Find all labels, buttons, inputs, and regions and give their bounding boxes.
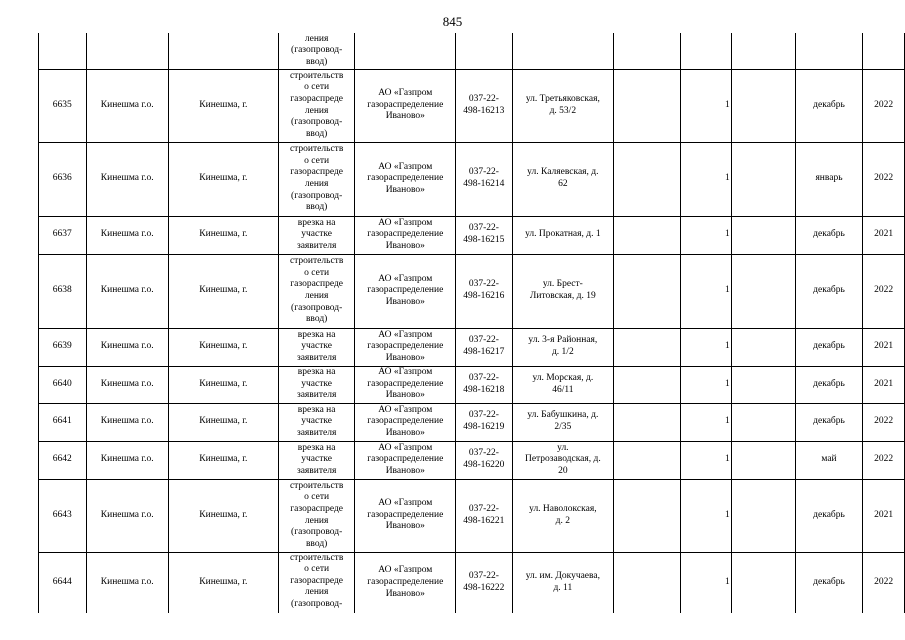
cell-address: ул. Брест- Литовская, д. 19 — [512, 254, 613, 328]
cell-empty — [614, 142, 681, 216]
cell-month: декабрь — [795, 479, 862, 552]
cell-code: 037-22- 498-16218 — [456, 366, 513, 403]
cell-address: ул. им. Докучаева, д. 11 — [512, 552, 613, 613]
cell-code: 037-22- 498-16220 — [456, 441, 513, 479]
cell-district: Кинешма г.о. — [86, 254, 168, 328]
cell-empty — [614, 328, 681, 366]
table-row-continued — [39, 33, 905, 69]
cell-code: 037-22- 498-16216 — [456, 254, 513, 328]
cell-number: 6643 — [39, 479, 87, 552]
cell-purpose: строительств о сети газораспреде ления (газопровод- ввод) — [278, 479, 355, 552]
cell-organization: АО «Газпром газораспределение Иваново» — [355, 441, 456, 479]
cell-number: 6638 — [39, 254, 87, 328]
cell-locality: Кинешма, г. — [168, 552, 278, 613]
cell-quantity: 1 — [681, 254, 732, 328]
cell-purpose: врезка на участке заявителя — [278, 216, 355, 254]
cell-address: ул. Каляевская, д. 62 — [512, 142, 613, 216]
cell-number: 6640 — [39, 366, 87, 403]
cell-empty — [731, 254, 795, 328]
cell-locality: Кинешма, г. — [168, 479, 278, 552]
cell-purpose: строительств о сети газораспреде ления (газопровод- ввод) — [278, 142, 355, 216]
table-row — [39, 69, 905, 142]
cell-month: декабрь — [795, 328, 862, 366]
cell-organization: АО «Газпром газораспределение Иваново» — [355, 479, 456, 552]
cell-district: Кинешма г.о. — [86, 328, 168, 366]
cell-year: 2022 — [863, 69, 905, 142]
cell-organization: АО «Газпром газораспределение Иваново» — [355, 69, 456, 142]
cell-year: 2021 — [863, 479, 905, 552]
cell-organization: АО «Газпром газораспределение Иваново» — [355, 403, 456, 441]
cell-district: Кинешма г.о. — [86, 552, 168, 613]
cell-code: 037-22- 498-16213 — [456, 69, 513, 142]
table-row — [39, 328, 905, 366]
page-number: 845 — [442, 14, 463, 29]
cell-address: ул. Морская, д. 46/11 — [512, 366, 613, 403]
table-row — [39, 142, 905, 216]
cell-month: декабрь — [795, 552, 862, 613]
cell-quantity: 1 — [681, 328, 732, 366]
cell-year: 2021 — [863, 366, 905, 403]
cell-number: 6644 — [39, 552, 87, 613]
cell-year: 2022 — [863, 254, 905, 328]
cell-month: январь — [795, 142, 862, 216]
cell-empty — [614, 403, 681, 441]
table-row — [39, 552, 905, 613]
cell-empty — [731, 403, 795, 441]
cell-empty — [731, 552, 795, 613]
cell-locality: Кинешма, г. — [168, 328, 278, 366]
cell-purpose: ления (газопровод- ввод) — [278, 33, 355, 69]
cell-locality: Кинешма, г. — [168, 403, 278, 441]
cell-purpose: строительств о сети газораспреде ления (газопровод- ввод) — [278, 254, 355, 328]
cell-organization: АО «Газпром газораспределение Иваново» — [355, 366, 456, 403]
cell-month: декабрь — [795, 216, 862, 254]
cell-year: 2022 — [863, 142, 905, 216]
table-row — [39, 441, 905, 479]
cell-year: 2021 — [863, 216, 905, 254]
cell-year: 2022 — [863, 441, 905, 479]
cell-year: 2022 — [863, 552, 905, 613]
cell-address: ул. Петрозаводская, д. 20 — [512, 441, 613, 479]
cell-purpose: строительств о сети газораспреде ления (газопровод- ввод) — [278, 69, 355, 142]
table-row — [39, 254, 905, 328]
cell-year: 2022 — [863, 403, 905, 441]
cell-organization: АО «Газпром газораспределение Иваново» — [355, 142, 456, 216]
cell-number: 6639 — [39, 328, 87, 366]
cell-empty — [731, 69, 795, 142]
cell-code: 037-22- 498-16219 — [456, 403, 513, 441]
cell-organization: АО «Газпром газораспределение Иваново» — [355, 552, 456, 613]
cell-code: 037-22- 498-16221 — [456, 479, 513, 552]
cell-year: 2021 — [863, 328, 905, 366]
cell-month: декабрь — [795, 403, 862, 441]
table-row — [39, 479, 905, 552]
cell-empty — [614, 479, 681, 552]
cell-purpose: врезка на участке заявителя — [278, 366, 355, 403]
cell-locality: Кинешма, г. — [168, 254, 278, 328]
cell-month: декабрь — [795, 254, 862, 328]
cell-code: 037-22- 498-16214 — [456, 142, 513, 216]
cell-address: ул. Наволокская, д. 2 — [512, 479, 613, 552]
cell-empty — [731, 216, 795, 254]
cell-quantity: 1 — [681, 142, 732, 216]
cell-empty — [731, 142, 795, 216]
cell-locality: Кинешма, г. — [168, 441, 278, 479]
cell-number: 6636 — [39, 142, 87, 216]
cell-quantity: 1 — [681, 441, 732, 479]
cell-quantity: 1 — [681, 479, 732, 552]
cell-purpose: строительств о сети газораспреде ления (газопровод- — [278, 552, 355, 613]
cell-number: 6637 — [39, 216, 87, 254]
cell-purpose: врезка на участке заявителя — [278, 403, 355, 441]
cell-locality: Кинешма, г. — [168, 69, 278, 142]
cell-empty — [731, 366, 795, 403]
cell-empty — [731, 441, 795, 479]
cell-quantity: 1 — [681, 216, 732, 254]
cell-quantity: 1 — [681, 552, 732, 613]
cell-empty — [614, 366, 681, 403]
cell-empty — [614, 254, 681, 328]
table-row — [39, 403, 905, 441]
cell-purpose: врезка на участке заявителя — [278, 328, 355, 366]
cell-district: Кинешма г.о. — [86, 366, 168, 403]
cell-month: декабрь — [795, 366, 862, 403]
cell-empty — [614, 69, 681, 142]
cell-empty — [614, 441, 681, 479]
cell-code: 037-22- 498-16217 — [456, 328, 513, 366]
cell-district: Кинешма г.о. — [86, 403, 168, 441]
cell-code: 037-22- 498-16215 — [456, 216, 513, 254]
cell-district: Кинешма г.о. — [86, 142, 168, 216]
cell-locality: Кинешма, г. — [168, 366, 278, 403]
cell-address: ул. Прокатная, д. 1 — [512, 216, 613, 254]
cell-organization: АО «Газпром газораспределение Иваново» — [355, 216, 456, 254]
cell-empty — [614, 552, 681, 613]
cell-month: май — [795, 441, 862, 479]
cell-month: декабрь — [795, 69, 862, 142]
cell-number: 6642 — [39, 441, 87, 479]
cell-address: ул. Бабушкина, д. 2/35 — [512, 403, 613, 441]
cell-district: Кинешма г.о. — [86, 69, 168, 142]
cell-address: ул. 3-я Районная, д. 1/2 — [512, 328, 613, 366]
table-row — [39, 366, 905, 403]
cell-district: Кинешма г.о. — [86, 441, 168, 479]
cell-number: 6635 — [39, 69, 87, 142]
cell-quantity: 1 — [681, 403, 732, 441]
cell-quantity: 1 — [681, 69, 732, 142]
cell-district: Кинешма г.о. — [86, 479, 168, 552]
cell-empty — [731, 479, 795, 552]
table-row — [39, 216, 905, 254]
cell-locality: Кинешма, г. — [168, 216, 278, 254]
cell-organization: АО «Газпром газораспределение Иваново» — [355, 328, 456, 366]
cell-address: ул. Третьяковская, д. 53/2 — [512, 69, 613, 142]
cell-purpose: врезка на участке заявителя — [278, 441, 355, 479]
cell-code: 037-22- 498-16222 — [456, 552, 513, 613]
cell-locality: Кинешма, г. — [168, 142, 278, 216]
cell-empty — [614, 216, 681, 254]
cell-empty — [731, 328, 795, 366]
cell-quantity: 1 — [681, 366, 732, 403]
cell-number: 6641 — [39, 403, 87, 441]
cell-district: Кинешма г.о. — [86, 216, 168, 254]
cell-organization: АО «Газпром газораспределение Иваново» — [355, 254, 456, 328]
gas-connection-table — [38, 33, 905, 613]
